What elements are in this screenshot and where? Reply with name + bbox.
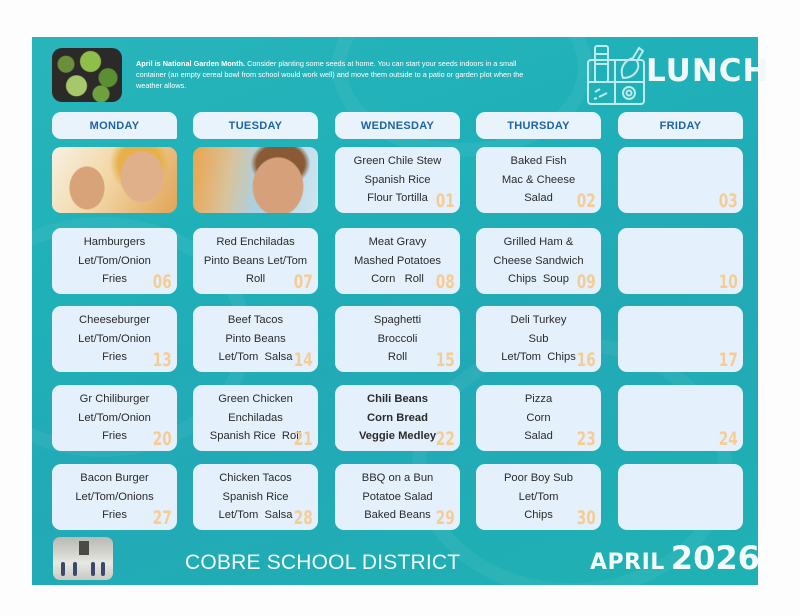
date-number: 21	[293, 428, 313, 450]
date-number: 30	[576, 507, 596, 529]
menu-item: Baked Fish	[510, 155, 567, 168]
day-header-tuesday: TUESDAY	[193, 112, 318, 139]
day-header-monday: MONDAY	[52, 112, 177, 139]
date-number: 22	[435, 428, 455, 450]
menu-item: Fries	[102, 351, 127, 364]
district-name: COBRE SCHOOL DISTRICT	[185, 551, 461, 574]
menu-item: Poor Boy Sub	[503, 472, 574, 485]
garden-month-notice	[136, 58, 536, 91]
menu-item: Cheeseburger	[79, 314, 150, 327]
menu-item: Corn Bread	[367, 411, 428, 424]
menu-day-cell	[476, 147, 601, 213]
garden-seedlings-photo	[52, 48, 122, 102]
menu-item: Fries	[102, 509, 127, 522]
menu-item: Spanish Rice Roll	[209, 430, 302, 443]
menu-item: Let/Tom/Onion	[78, 254, 151, 267]
menu-item: Flour Tortilla	[367, 192, 428, 205]
menu-day-cell	[476, 228, 601, 294]
menu-item: Chili Beans	[367, 393, 428, 406]
date-number: 29	[435, 507, 455, 529]
menu-item: Corn	[526, 411, 551, 424]
student-figure	[73, 562, 77, 576]
date-number: 03	[718, 190, 738, 212]
menu-day-cell	[193, 306, 318, 372]
date-number: 06	[152, 271, 172, 293]
menu-item: Broccoli	[377, 332, 418, 345]
menu-day-cell	[618, 147, 743, 213]
menu-day-cell	[335, 228, 460, 294]
menu-item: Pinto Beans	[225, 332, 286, 345]
menu-item: Enchiladas	[228, 411, 283, 424]
student-figure	[101, 562, 105, 576]
menu-item: Spanish Rice	[222, 490, 289, 503]
menu-item: BBQ on a Bun	[361, 472, 434, 485]
menu-item: Veggie Medley	[358, 430, 437, 443]
date-number: 27	[152, 507, 172, 529]
menu-item: Roll	[245, 273, 266, 286]
day-header-wednesday: WEDNESDAY	[335, 112, 460, 139]
menu-day-cell	[618, 228, 743, 294]
date-number: 24	[718, 428, 738, 450]
kids-photo	[52, 147, 177, 213]
menu-day-cell	[52, 464, 177, 530]
notice-text: Consider planting some seeds at home. You can start your seeds indoors in a small container (an empty cereal bowl from school would work well) and move them outside to a patio or garden plot when the weather allows.	[136, 59, 524, 90]
date-number: 08	[435, 271, 455, 293]
date-number: 07	[293, 271, 313, 293]
menu-item: Mac & Cheese	[501, 173, 576, 186]
month-year	[590, 539, 760, 577]
menu-item: Spanish Rice	[364, 173, 431, 186]
menu-item: Salad	[524, 192, 553, 205]
menu-day-cell	[618, 464, 743, 530]
menu-item: Let/Tom/Onions	[75, 490, 154, 503]
menu-item: Let/Tom Salsa	[218, 509, 293, 522]
day-header-friday: FRIDAY	[618, 112, 743, 139]
background-swirl	[332, 37, 592, 157]
date-number: 20	[152, 428, 172, 450]
date-number: 01	[435, 190, 455, 212]
menu-day-cell	[335, 147, 460, 213]
menu-day-cell	[335, 306, 460, 372]
menu-item: Corn Roll	[371, 273, 424, 286]
menu-item: Bacon Burger	[80, 472, 149, 485]
menu-day-cell	[476, 306, 601, 372]
date-number: 15	[435, 349, 455, 371]
menu-item: Pinto Beans Let/Tom	[203, 254, 308, 267]
menu-item: Mashed Potatoes	[353, 254, 442, 267]
menu-day-cell	[335, 385, 460, 451]
menu-day-cell	[52, 228, 177, 294]
menu-item: Cheese Sandwich	[493, 254, 584, 267]
menu-item: Potatoe Salad	[362, 490, 433, 503]
menu-item: Baked Beans	[364, 509, 431, 522]
date-number: 09	[576, 271, 596, 293]
menu-item: Hamburgers	[83, 236, 146, 249]
date-number: 02	[576, 190, 596, 212]
menu-item: Spaghetti	[373, 314, 422, 327]
menu-day-cell	[476, 464, 601, 530]
date-number: 17	[718, 349, 738, 371]
menu-item: Beef Tacos	[227, 314, 284, 327]
menu-day-cell	[193, 228, 318, 294]
kids-photo	[193, 147, 318, 213]
menu-item: Let/Tom Salsa	[218, 351, 293, 364]
student-figure	[91, 562, 95, 576]
menu-item: Fries	[102, 273, 127, 286]
menu-day-cell	[52, 306, 177, 372]
menu-item: Let/Tom/Onion	[78, 411, 151, 424]
lunch-title: LUNCH	[646, 53, 770, 89]
menu-item: Let/Tom Chips	[501, 351, 576, 364]
school-building-photo	[53, 537, 113, 580]
menu-day-cell	[193, 464, 318, 530]
lunch-tray-icon	[585, 42, 649, 110]
menu-item: Roll	[387, 351, 408, 364]
date-number: 16	[576, 349, 596, 371]
school-door	[79, 541, 89, 555]
menu-day-cell	[618, 385, 743, 451]
menu-day-cell	[193, 385, 318, 451]
menu-item: Let/Tom/Onion	[78, 332, 151, 345]
year-label: 2026	[670, 539, 760, 577]
date-number: 13	[152, 349, 172, 371]
menu-day-cell	[335, 464, 460, 530]
menu-item: Green Chile Stew	[353, 155, 442, 168]
month-label: APRIL	[590, 550, 665, 575]
menu-item: Green Chicken	[218, 393, 293, 406]
menu-item: Fries	[102, 430, 127, 443]
menu-item: Let/Tom	[518, 490, 559, 503]
student-figure	[61, 562, 65, 576]
menu-item: Grilled Ham &	[503, 236, 574, 249]
menu-day-cell	[618, 306, 743, 372]
menu-item: Pizza	[524, 393, 553, 406]
menu-item: Chips Soup	[508, 273, 569, 286]
date-number: 28	[293, 507, 313, 529]
menu-item: Deli Turkey	[510, 314, 567, 327]
menu-item: Chicken Tacos	[219, 472, 292, 485]
date-number: 14	[293, 349, 313, 371]
day-header-thursday: THURSDAY	[476, 112, 601, 139]
menu-item: Gr Chiliburger	[79, 393, 150, 406]
date-number: 10	[718, 271, 738, 293]
notice-bold: April is National Garden Month.	[136, 59, 246, 68]
menu-item: Meat Gravy	[368, 236, 427, 249]
menu-item: Sub	[528, 332, 549, 345]
date-number: 23	[576, 428, 596, 450]
menu-item: Red Enchiladas	[216, 236, 295, 249]
menu-item: Salad	[524, 430, 553, 443]
menu-day-cell	[52, 385, 177, 451]
menu-day-cell	[476, 385, 601, 451]
menu-item: Chips	[524, 509, 553, 522]
